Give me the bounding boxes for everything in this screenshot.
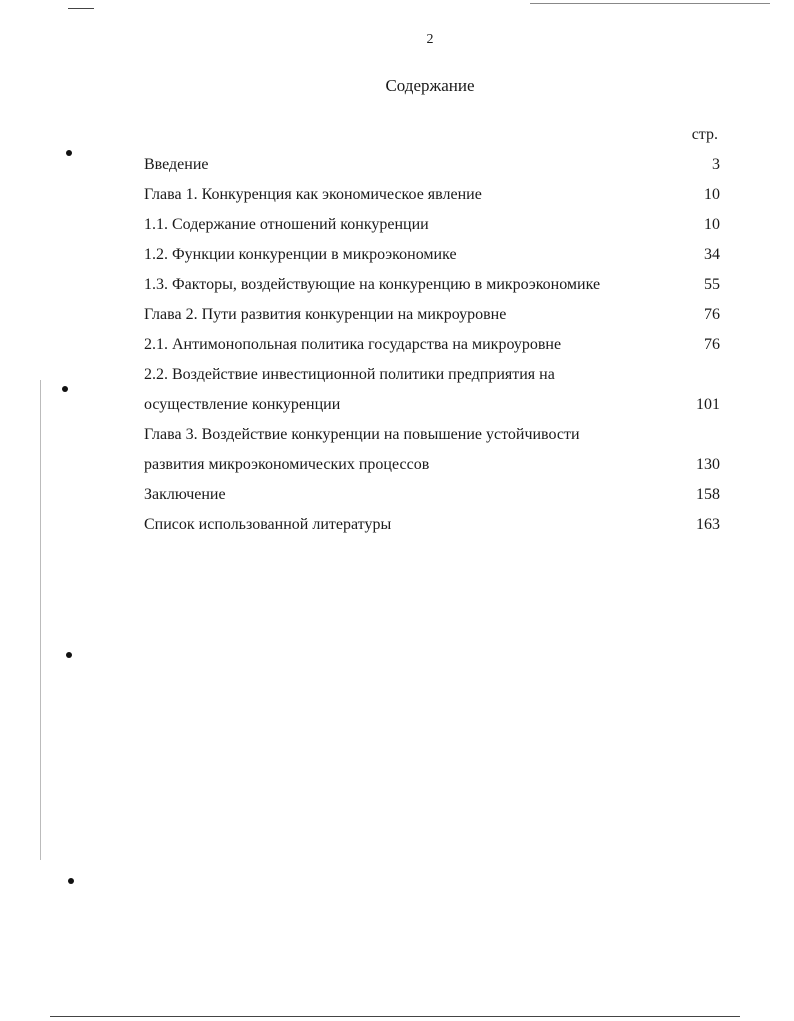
toc-entry-section-2-2-line-2 <box>144 390 720 420</box>
binder-hole-2 <box>62 386 68 392</box>
toc-entry-title: 2.1. Антимонопольная политика государства на микроуровне <box>144 336 562 353</box>
toc-entry-page: 76 <box>704 336 720 353</box>
page-title: Содержание <box>385 76 475 95</box>
toc-entry-page: 163 <box>696 516 720 533</box>
page-number: 2 <box>426 32 434 47</box>
toc-entry-title: развития микроэкономических процессов <box>144 456 430 473</box>
binder-hole-4 <box>68 878 74 884</box>
toc-entry-title: 1.1. Содержание отношений конкуренции <box>144 216 429 233</box>
toc-entry-chapter-3-line-2 <box>144 450 720 480</box>
toc-entry-title: Введение <box>144 156 209 173</box>
toc-entry-page: 10 <box>704 216 720 233</box>
toc-entry-title: осуществление конкуренции <box>144 396 341 413</box>
toc-entry-page: 130 <box>696 456 720 473</box>
toc-entry-title: 1.2. Функции конкуренции в микроэкономике <box>144 246 457 263</box>
toc-entry-page: 101 <box>696 396 720 413</box>
toc-entry-title: 2.2. Воздействие инвестиционной политики предприятия на <box>144 366 555 383</box>
toc-entry-bibliography <box>144 510 720 540</box>
toc-entry-page: 158 <box>696 486 720 503</box>
scan-artifact-bottom <box>50 1016 740 1017</box>
binder-hole-1 <box>66 150 72 156</box>
toc-entry-title: Глава 2. Пути развития конкуренции на микроуровне <box>144 306 507 323</box>
toc-entry-title: Глава 3. Воздействие конкуренции на повышение устойчивости <box>144 426 580 443</box>
toc-entry-section-2-1 <box>144 330 720 360</box>
page-column-header: стр. <box>691 126 718 143</box>
toc-entry-page: 55 <box>704 276 720 293</box>
toc-entry-chapter-3-line-1 <box>144 420 720 450</box>
toc-entry-section-2-2-line-1 <box>144 360 720 390</box>
toc-entry-title: Список использованной литературы <box>144 516 392 533</box>
toc-entry-page: 76 <box>704 306 720 323</box>
toc-entry-title: Заключение <box>144 486 226 503</box>
toc-entry-conclusion <box>144 480 720 510</box>
table-of-contents <box>144 150 720 540</box>
toc-entry-chapter-2 <box>144 300 720 330</box>
toc-entry-section-1-2 <box>144 240 720 270</box>
toc-entry-section-1-1 <box>144 210 720 240</box>
toc-entry-page: 10 <box>704 186 720 203</box>
toc-entry-title: Глава 1. Конкуренция как экономическое явление <box>144 186 482 203</box>
scan-artifact-top-right <box>530 3 770 4</box>
toc-entry-title: 1.3. Факторы, воздействующие на конкуренцию в микроэкономике <box>144 276 601 293</box>
binder-hole-3 <box>66 652 72 658</box>
toc-entry-introduction <box>144 150 720 180</box>
toc-entry-page: 34 <box>704 246 720 263</box>
scan-artifact-left-margin <box>40 380 41 860</box>
toc-entry-chapter-1 <box>144 180 720 210</box>
toc-entry-page: 3 <box>712 156 720 173</box>
scan-artifact-top-left <box>68 8 94 9</box>
toc-entry-section-1-3 <box>144 270 720 300</box>
